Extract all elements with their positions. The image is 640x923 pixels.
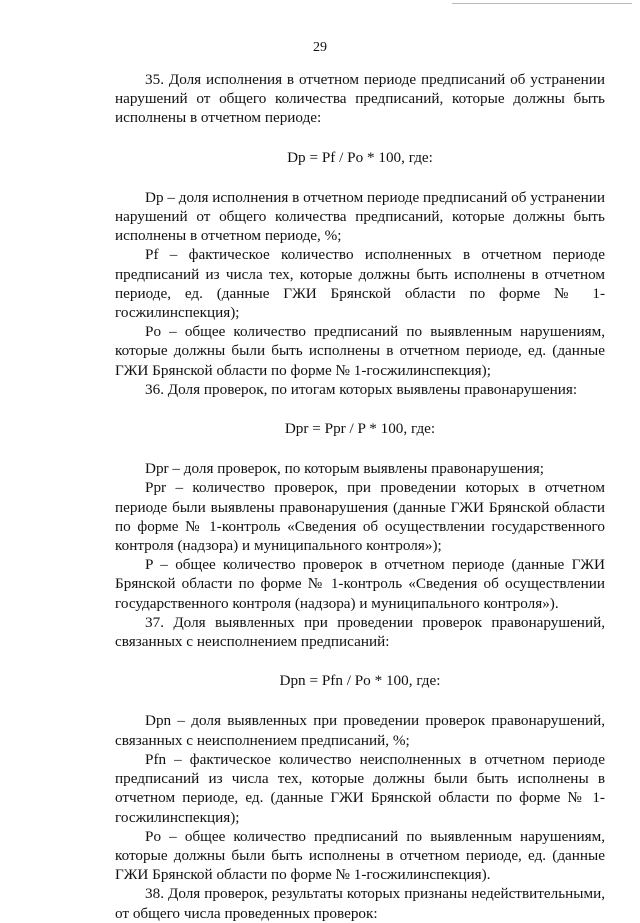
definition-dpn: Dpn – доля выявленных при проведении проверок правонарушений, связанных с неисполнением предписаний, %; [115, 712, 605, 749]
definition-pfn: Pfn – фактическое количество неисполненных в отчетном периоде предписаний из числа тех, которые должны были быть исполнены в отчетном периоде, ед. (данные ГЖИ Брянской области по форме № 1-госжилинспекция); [115, 750, 605, 826]
item-38-heading: 38. Доля проверок, результаты которых признаны недействительными, от общего числа проведенных проверок: [115, 885, 605, 922]
definition-po: Po – общее количество предписаний по выявленным нарушениям, которые должны были быть исполнены в отчетном периоде, ед. (данные ГЖИ Брянской области по форме № 1-госжилинспекция); [115, 323, 605, 379]
item-37-heading: 37. Доля выявленных при проведении проверок правонарушений, связанных с неисполнением предписаний: [115, 613, 605, 651]
formula-35: Dp = Pf / Po * 100, где: [287, 148, 433, 166]
definition-po-2: Po – общее количество предписаний по выявленным нарушениям, которые должны были быть исполнены в отчетном периоде, ед. (данные ГЖИ Брянской области по форме № 1-госжилинспекция). [115, 827, 605, 884]
formula-37: Dpn = Pfn / Po * 100, где: [279, 672, 441, 690]
scan-edge-line [452, 3, 632, 4]
item-36-heading: 36. Доля проверок, по итогам которых выявлены правонарушения: [145, 380, 578, 398]
formula-36: Dpr = Ppr / P * 100, где: [284, 420, 436, 438]
definition-dp: Dp – доля исполнения в отчетном периоде предписаний об устранении нарушений от общего количества предписаний, которые должны быть исполнены в отчетном периоде, %; [115, 188, 605, 245]
definition-pf: Pf – фактическое количество исполненных в отчетном периоде предписаний из числа тех, которые должны быть исполнены в отчетном периоде, ед. (данные ГЖИ Брянской области по форме № 1-госжилинспекция); [115, 246, 605, 322]
document-body [115, 70, 605, 923]
definition-dpr: Dpr – доля проверок, по которым выявлены правонарушения; [145, 460, 544, 478]
definition-p: P – общее количество проверок в отчетном периоде (данные ГЖИ Брянской области по форме № 1-контроль «Сведения об осуществлении государственного контроля (надзора) и муниципального контроля»). [115, 556, 605, 612]
page-number: 29 [313, 40, 327, 55]
item-35-heading: 35. Доля исполнения в отчетном периоде предписаний об устранении нарушений от общего количества предписаний, которые должны быть исполнены в отчетном периоде: [115, 71, 605, 127]
definition-ppr: Ppr – количество проверок, при проведении которых в отчетном периоде были выявлены правонарушения (данные ГЖИ Брянской области по форме № 1-контроль «Сведения об осуществлении государственного контроля (надзора) и муниципального контроля»); [115, 479, 605, 555]
